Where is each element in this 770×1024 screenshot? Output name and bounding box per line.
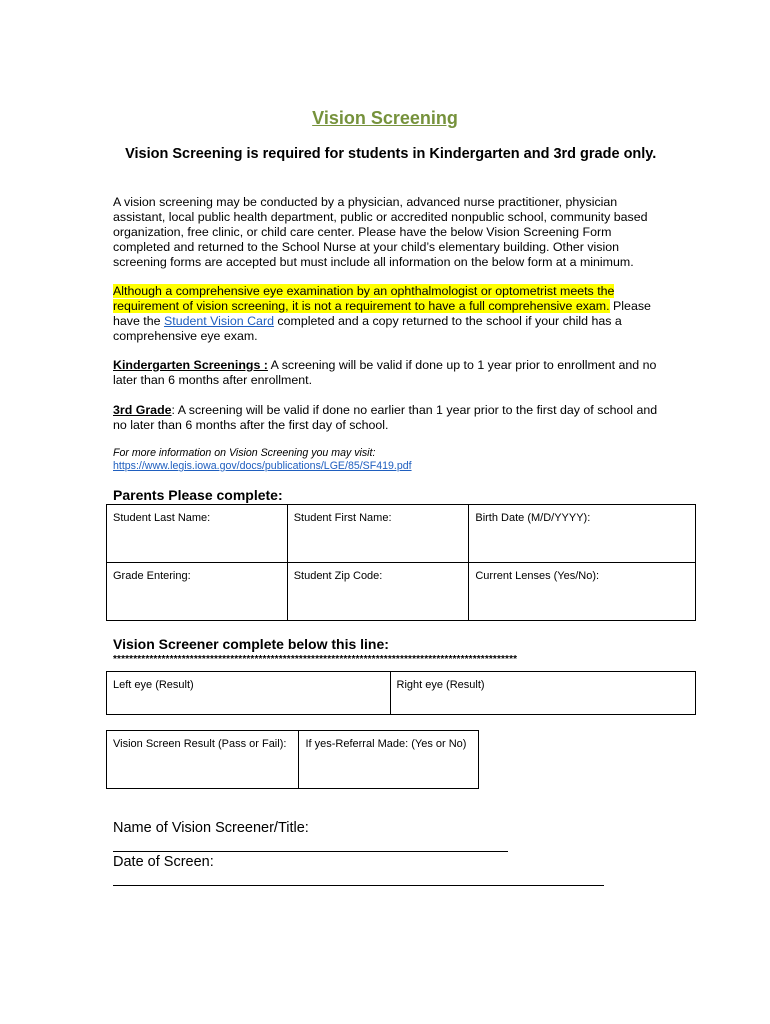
screen-result-field[interactable]: Vision Screen Result (Pass or Fail): xyxy=(107,731,299,789)
requirement-text: Vision Screening is required for students in Kindergarten and 3rd grade only. xyxy=(125,146,657,162)
left-eye-result-field[interactable]: Left eye (Result) xyxy=(107,672,391,715)
student-vision-card-link[interactable]: Student Vision Card xyxy=(163,314,274,328)
right-eye-result-field[interactable]: Right eye (Result) xyxy=(390,672,695,715)
legislation-link[interactable]: https://www.legis.iowa.gov/docs/publications/LGE/85/SF419.pdf xyxy=(113,460,412,472)
screener-name-label: Name of Vision Screener/Title: xyxy=(113,820,309,836)
parents-table xyxy=(106,504,696,621)
screen-result-table xyxy=(106,730,479,789)
birth-date-field[interactable]: Birth Date (M/D/YYYY): xyxy=(469,505,696,563)
current-lenses-field[interactable]: Current Lenses (Yes/No): xyxy=(469,563,696,621)
more-info-text: For more information on Vision Screening you may visit: xyxy=(113,447,376,459)
requirement-statement xyxy=(113,145,673,163)
kindergarten-paragraph xyxy=(113,358,668,388)
kindergarten-text: A screening will be valid if done up to 1 year prior to enrollment and no later than 6 months after enrollment. xyxy=(113,358,657,387)
student-first-name-field[interactable]: Student First Name: xyxy=(287,505,469,563)
third-grade-paragraph xyxy=(113,403,668,433)
referral-made-field[interactable]: If yes-Referral Made: (Yes or No) xyxy=(299,731,479,789)
grade-entering-field[interactable]: Grade Entering: xyxy=(107,563,288,621)
parents-heading: Parents Please complete: xyxy=(113,487,283,503)
third-grade-label: 3rd Grade xyxy=(113,403,172,417)
kindergarten-label: Kindergarten Screenings : xyxy=(113,358,268,372)
instruction-text-cont: completed and a copy returned to the school if your child has a comprehensive eye exam. xyxy=(113,314,622,343)
screener-name-line[interactable] xyxy=(113,851,508,852)
date-of-screen-label: Date of Screen: xyxy=(113,854,214,870)
eye-results-table xyxy=(106,671,696,715)
third-grade-text: : A screening will be valid if done no earlier than 1 year prior to the first day of school and no later than 6 months after the first day of school. xyxy=(113,403,658,432)
highlighted-text: Although a comprehensive eye examination by an ophthalmologist or optometrist meets the requirement of vision screening, it is not a requirement to have a full comprehensive exam. xyxy=(113,284,615,313)
more-info xyxy=(113,447,673,473)
comprehensive-exam-paragraph xyxy=(113,284,668,344)
instruction-text: Please have the xyxy=(113,299,651,328)
student-last-name-field[interactable]: Student Last Name: xyxy=(107,505,288,563)
page-title: Vision Screening xyxy=(312,108,458,128)
student-zip-code-field[interactable]: Student Zip Code: xyxy=(287,563,469,621)
intro-paragraph: A vision screening may be conducted by a physician, advanced nurse practitioner, physician assistant, local public health department, public or accredited nonpublic school, community based organization, free clinic, or child care center. Please have the below Vision Screening Form completed and returned to the School Nurse at your child’s elementary building. Other vision screening forms are accepted but must include all information on the below form at a minimum. xyxy=(113,195,648,269)
separator-line: **************************************************************************************************** xyxy=(113,654,518,665)
date-of-screen-line[interactable] xyxy=(113,885,604,886)
screener-heading: Vision Screener complete below this line: xyxy=(113,636,389,652)
